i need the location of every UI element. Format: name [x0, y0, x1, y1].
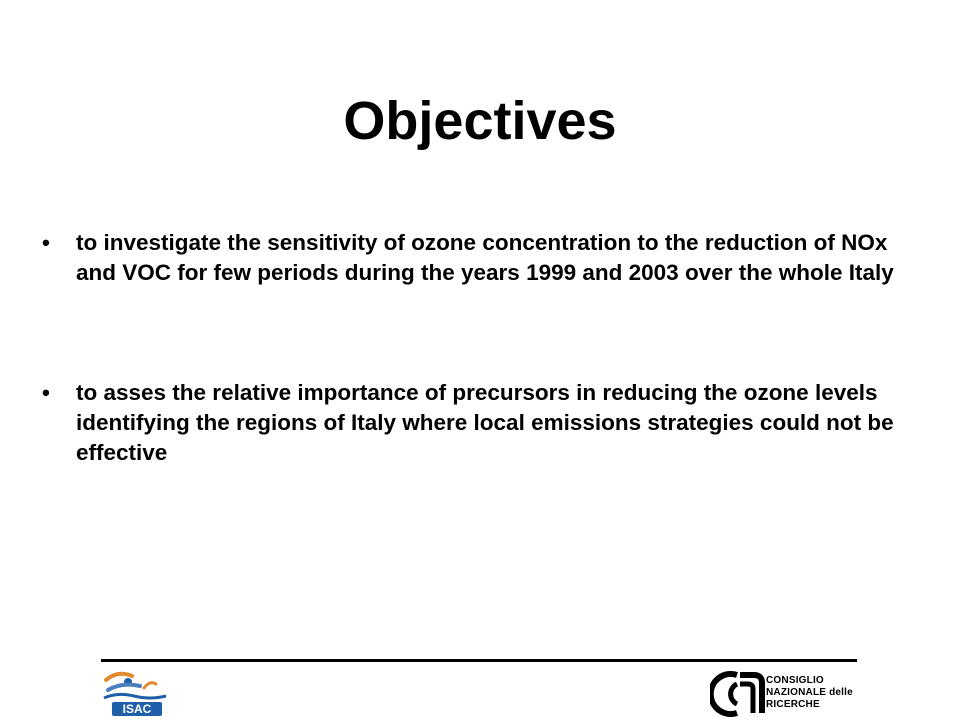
bullet-marker: •	[42, 230, 50, 255]
bullet-text: to asses the relative importance of precursors in reducing the ozone levels identifying the regions of Italy where local emissions strategies could not be effective	[76, 380, 894, 465]
isac-swimmer-logo-icon	[98, 668, 174, 718]
bullet-marker: •	[42, 380, 50, 405]
cnr-line: RICERCHE	[766, 699, 820, 710]
bullet-item	[42, 378, 922, 468]
cnr-logo-icon	[710, 668, 766, 720]
cnr-logo-text	[766, 675, 853, 711]
bullet-item	[42, 228, 922, 288]
footer-divider	[101, 659, 857, 662]
bullet-list	[42, 228, 922, 468]
slide-title: Objectives	[343, 91, 617, 151]
isac-logo-text: ISAC	[122, 702, 152, 716]
cnr-logo	[710, 668, 880, 720]
bullet-text: to investigate the sensitivity of ozone concentration to the reduction of NOx and VOC for few periods during the years 1999 and 2003 over the whole Italy	[76, 230, 894, 285]
cnr-line: CONSIGLIO	[766, 675, 824, 686]
cnr-line: NAZIONALE delle	[766, 687, 853, 698]
